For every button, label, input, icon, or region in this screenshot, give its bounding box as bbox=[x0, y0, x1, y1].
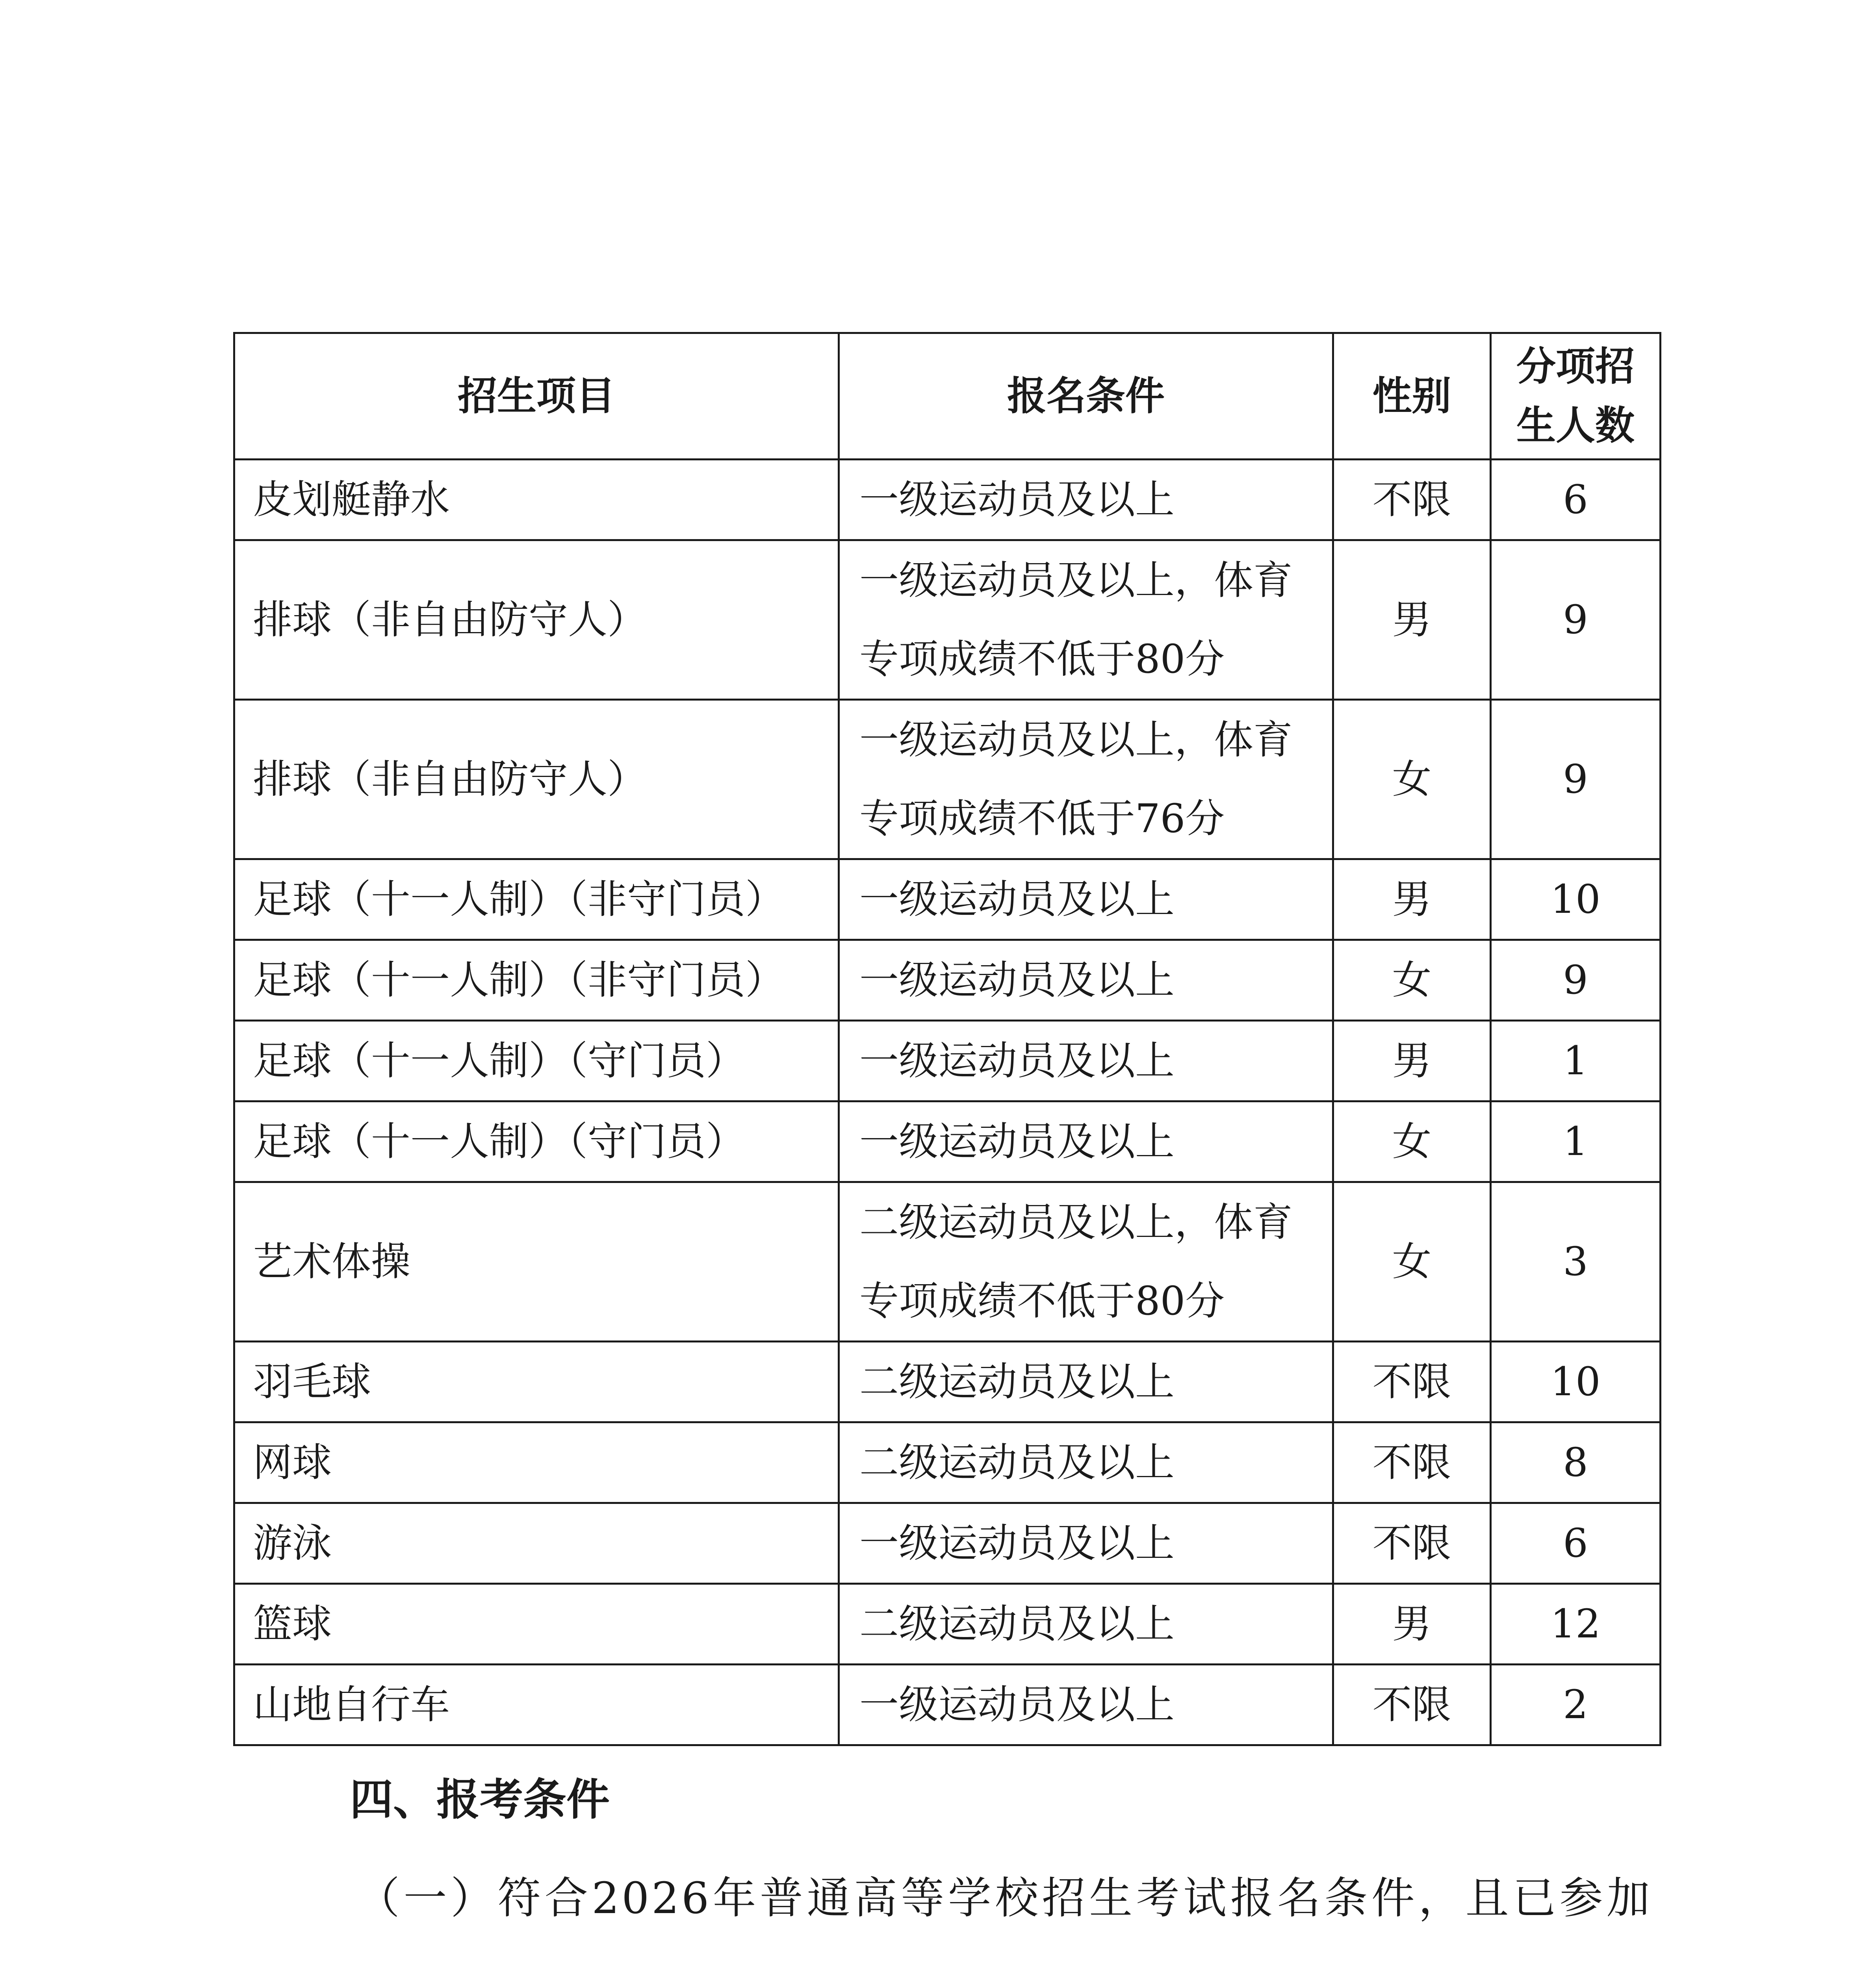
table-row bbox=[234, 1503, 1661, 1584]
cell-project: 羽毛球 bbox=[234, 1342, 839, 1422]
cell-project: 足球（十一人制）（守门员） bbox=[234, 1021, 839, 1101]
cell-project: 皮划艇静水 bbox=[234, 460, 839, 540]
cell-project: 山地自行车 bbox=[234, 1665, 839, 1745]
cell-gender: 不限 bbox=[1333, 1342, 1491, 1422]
cell-condition: 一级运动员及以上 bbox=[839, 1021, 1333, 1101]
header-gender: 性别 bbox=[1333, 333, 1491, 460]
cell-condition: 二级运动员及以上 bbox=[839, 1584, 1333, 1665]
table-row bbox=[234, 940, 1661, 1021]
cell-count: 6 bbox=[1491, 460, 1661, 540]
enrollment-table bbox=[233, 332, 1661, 1746]
cell-gender: 女 bbox=[1333, 1101, 1491, 1182]
cell-condition: 一级运动员及以上 bbox=[839, 1101, 1333, 1182]
cell-count: 1 bbox=[1491, 1021, 1661, 1101]
cell-count: 9 bbox=[1491, 540, 1661, 700]
cell-condition: 一级运动员及以上 bbox=[839, 1503, 1333, 1584]
cell-gender: 不限 bbox=[1333, 1665, 1491, 1745]
cell-count: 12 bbox=[1491, 1584, 1661, 1665]
cell-project: 足球（十一人制）（守门员） bbox=[234, 1101, 839, 1182]
table-row bbox=[234, 1101, 1661, 1182]
table-row bbox=[234, 460, 1661, 540]
cell-condition: 二级运动员及以上 bbox=[839, 1342, 1333, 1422]
cell-condition: 二级运动员及以上，体育专项成绩不低于80分 bbox=[839, 1182, 1333, 1342]
cell-count: 9 bbox=[1491, 940, 1661, 1021]
cell-count: 2 bbox=[1491, 1665, 1661, 1745]
cell-count: 1 bbox=[1491, 1101, 1661, 1182]
header-count: 分项招生人数 bbox=[1491, 333, 1661, 460]
cell-count: 10 bbox=[1491, 859, 1661, 940]
cell-count: 9 bbox=[1491, 700, 1661, 859]
cell-project: 排球（非自由防守人） bbox=[234, 700, 839, 859]
cell-count: 3 bbox=[1491, 1182, 1661, 1342]
cell-condition: 一级运动员及以上 bbox=[839, 940, 1333, 1021]
cell-gender: 女 bbox=[1333, 1182, 1491, 1342]
table-row bbox=[234, 1584, 1661, 1665]
header-condition: 报名条件 bbox=[839, 333, 1333, 460]
cell-gender: 男 bbox=[1333, 1584, 1491, 1665]
cell-condition: 二级运动员及以上 bbox=[839, 1422, 1333, 1503]
cell-condition: 一级运动员及以上，体育专项成绩不低于80分 bbox=[839, 540, 1333, 700]
cell-project: 足球（十一人制）（非守门员） bbox=[234, 859, 839, 940]
cell-condition: 一级运动员及以上 bbox=[839, 460, 1333, 540]
table-row bbox=[234, 1665, 1661, 1745]
cell-gender: 不限 bbox=[1333, 1422, 1491, 1503]
cell-project: 足球（十一人制）（非守门员） bbox=[234, 940, 839, 1021]
section-heading: 四、报考条件 bbox=[350, 1774, 610, 1825]
table-row bbox=[234, 859, 1661, 940]
cell-gender: 不限 bbox=[1333, 460, 1491, 540]
table-row bbox=[234, 1422, 1661, 1503]
cell-gender: 女 bbox=[1333, 700, 1491, 859]
cell-count: 6 bbox=[1491, 1503, 1661, 1584]
cell-condition: 一级运动员及以上 bbox=[839, 859, 1333, 940]
cell-count: 10 bbox=[1491, 1342, 1661, 1422]
cell-project: 排球（非自由防守人） bbox=[234, 540, 839, 700]
header-project: 招生项目 bbox=[234, 333, 839, 460]
cell-gender: 男 bbox=[1333, 859, 1491, 940]
table-row bbox=[234, 700, 1661, 859]
cell-project: 篮球 bbox=[234, 1584, 839, 1665]
table-row bbox=[234, 540, 1661, 700]
cell-gender: 女 bbox=[1333, 940, 1491, 1021]
cell-condition: 一级运动员及以上，体育专项成绩不低于76分 bbox=[839, 700, 1333, 859]
cell-project: 游泳 bbox=[234, 1503, 839, 1584]
cell-count: 8 bbox=[1491, 1422, 1661, 1503]
table-header-row bbox=[234, 333, 1661, 460]
table-row bbox=[234, 1182, 1661, 1342]
cell-project: 网球 bbox=[234, 1422, 839, 1503]
cell-condition: 一级运动员及以上 bbox=[839, 1665, 1333, 1745]
cell-project: 艺术体操 bbox=[234, 1182, 839, 1342]
cell-gender: 男 bbox=[1333, 1021, 1491, 1101]
cell-gender: 男 bbox=[1333, 540, 1491, 700]
paragraph-1: （一）符合2026年普通高等学校招生考试报名条件，且已参加 bbox=[356, 1873, 1652, 1923]
table-row bbox=[234, 1342, 1661, 1422]
cell-gender: 不限 bbox=[1333, 1503, 1491, 1584]
table-row bbox=[234, 1021, 1661, 1101]
